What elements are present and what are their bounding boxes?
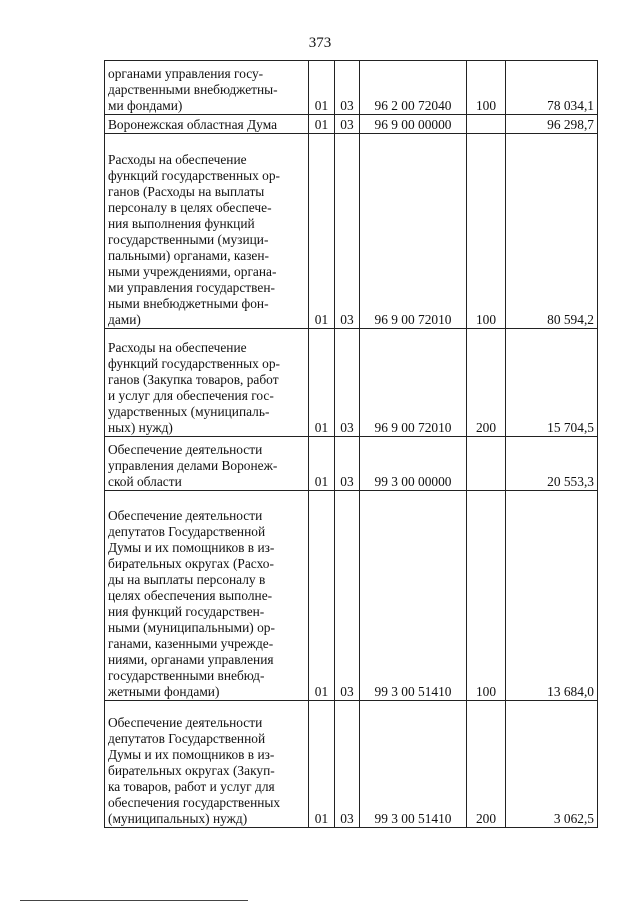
section-code: 01 (309, 329, 335, 437)
budget-table (104, 60, 598, 828)
expense-type-code: 100 (467, 491, 506, 701)
expense-name: Обеспечение деятельности депутатов Государственной Думы и их помощников в из- бирательных округах (Расхо- ды на выплаты персоналу в целях обеспечения выполне- ния функций государствен- ными (муниципальными) ор- ганами, казенными учрежде- ниями, органами управления государственными внебюд- жетными фондами) (105, 491, 309, 701)
table-row (105, 61, 598, 115)
target-article-code: 99 3 00 51410 (360, 491, 467, 701)
section-code: 01 (309, 701, 335, 828)
target-article-code: 99 3 00 51410 (360, 701, 467, 828)
expense-type-code: 200 (467, 701, 506, 828)
expense-name: Обеспечение деятельности управления делами Воронеж- ской области (105, 437, 309, 491)
section-code: 01 (309, 491, 335, 701)
target-article-code: 96 9 00 72010 (360, 329, 467, 437)
table-row (105, 437, 598, 491)
section-code: 01 (309, 115, 335, 134)
subsection-code: 03 (335, 701, 360, 828)
amount: 78 034,1 (506, 61, 598, 115)
table-row (105, 329, 598, 437)
expense-name: органами управления госу- дарственными внебюджетны- ми фондами) (105, 61, 309, 115)
table-row (105, 701, 598, 828)
target-article-code: 99 3 00 00000 (360, 437, 467, 491)
target-article-code: 96 9 00 72010 (360, 134, 467, 329)
subsection-code: 03 (335, 491, 360, 701)
amount: 15 704,5 (506, 329, 598, 437)
expense-type-code: 100 (467, 134, 506, 329)
subsection-code: 03 (335, 134, 360, 329)
table-row (105, 134, 598, 329)
amount: 3 062,5 (506, 701, 598, 828)
amount: 80 594,2 (506, 134, 598, 329)
subsection-code: 03 (335, 329, 360, 437)
target-article-code: 96 9 00 00000 (360, 115, 467, 134)
section-code: 01 (309, 61, 335, 115)
expense-name: Расходы на обеспечение функций государственных ор- ганов (Закупка товаров, работ и услуг для обеспечения гос- ударственных (муниципаль- ных) нужд) (105, 329, 309, 437)
footer-rule (20, 900, 248, 901)
expense-name: Расходы на обеспечение функций государственных ор- ганов (Расходы на выплаты персоналу в целях обеспече- ния выполнения функций государственными (музици- пальными) органами, казен- ными учреждениями, органа- ми управления государствен- ными внебюджетными фон- дами) (105, 134, 309, 329)
table-row (105, 115, 598, 134)
section-code: 01 (309, 437, 335, 491)
expense-name: Обеспечение деятельности депутатов Государственной Думы и их помощников в из- бирательных округах (Закуп- ка товаров, работ и услуг для обеспечения государственных (муниципальных) нужд) (105, 701, 309, 828)
expense-type-code: 200 (467, 329, 506, 437)
amount: 96 298,7 (506, 115, 598, 134)
table-row (105, 491, 598, 701)
section-code: 01 (309, 134, 335, 329)
expense-type-code: 100 (467, 61, 506, 115)
subsection-code: 03 (335, 61, 360, 115)
page-number: 373 (308, 35, 332, 51)
expense-name: Воронежская областная Дума (105, 115, 309, 134)
expense-type-code (467, 115, 506, 134)
amount: 13 684,0 (506, 491, 598, 701)
subsection-code: 03 (335, 437, 360, 491)
expense-type-code (467, 437, 506, 491)
subsection-code: 03 (335, 115, 360, 134)
amount: 20 553,3 (506, 437, 598, 491)
target-article-code: 96 2 00 72040 (360, 61, 467, 115)
